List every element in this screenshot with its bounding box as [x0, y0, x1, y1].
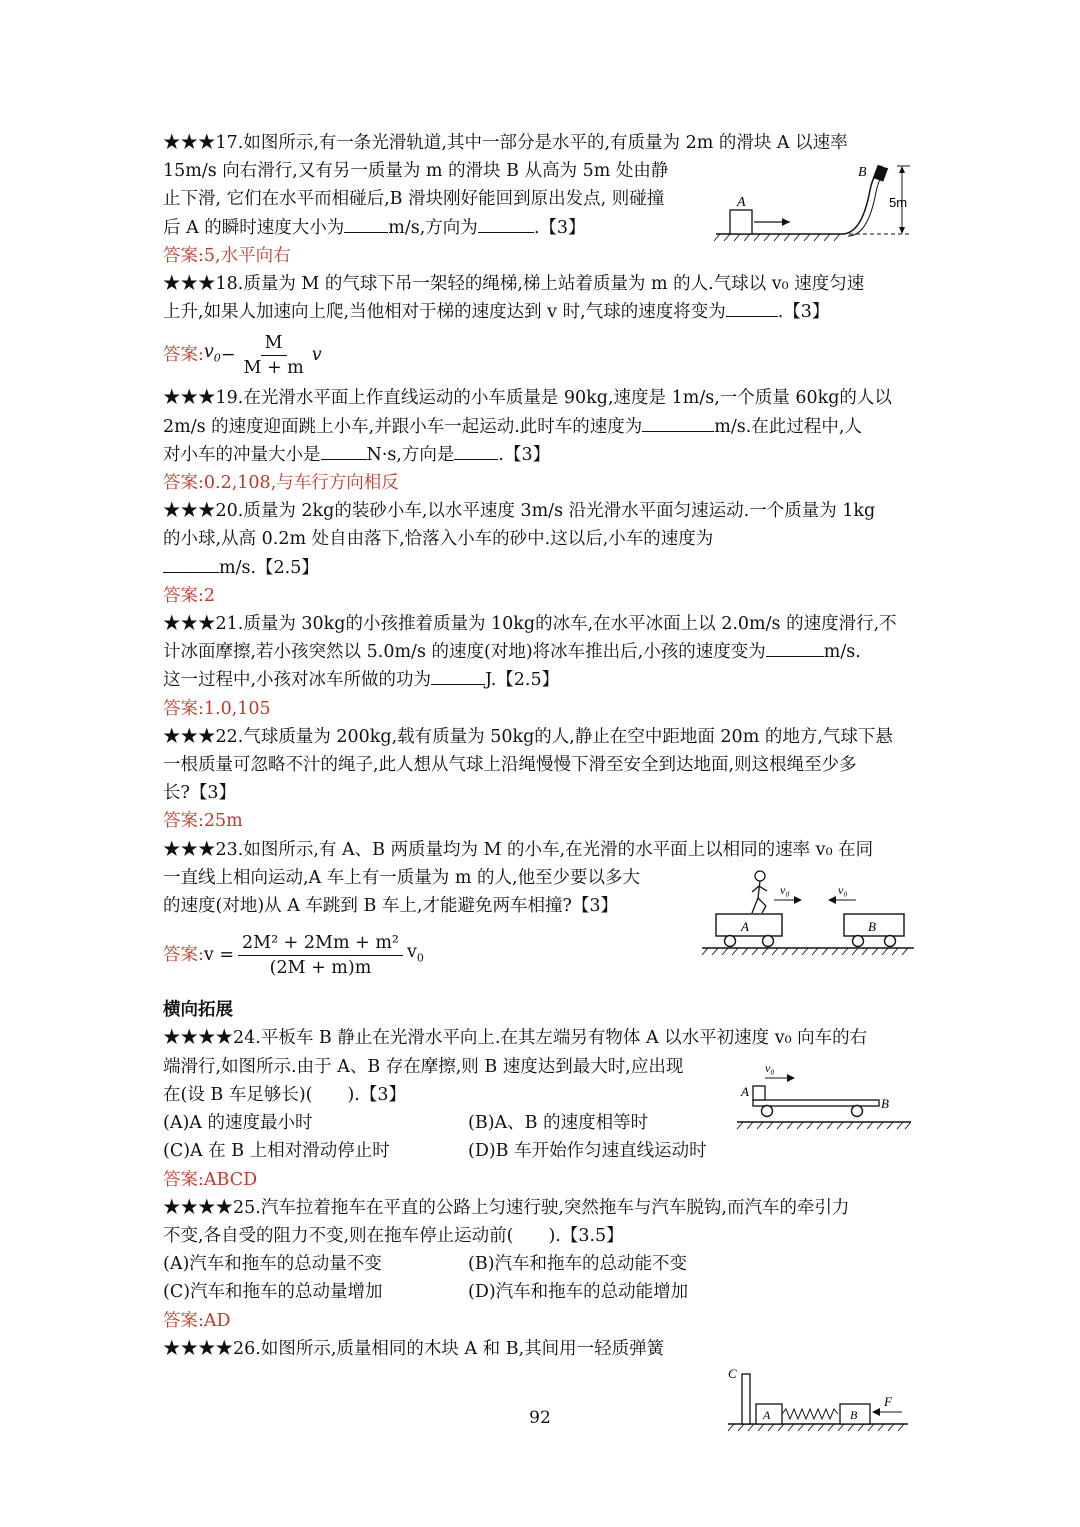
- q17-line1: ★★★17.如图所示,有一条光滑轨道,其中一部分是水平的,有质量为 2m 的滑块 A 以速率: [163, 133, 848, 153]
- answer-prefix: 答案:: [163, 345, 204, 366]
- fraction: [238, 931, 403, 980]
- blank: [726, 298, 778, 317]
- q24-line3: 在(设 B 车足够长)( ).【3】: [163, 1084, 406, 1105]
- q21-line3a: 这一过程中,小孩对冰车所做的功为: [163, 670, 432, 691]
- q17-line4a: 后 A 的瞬时速度大小为: [163, 217, 345, 238]
- formula-lhs: v =: [203, 945, 235, 966]
- q25-answer: 答案:AD: [163, 1310, 231, 1331]
- fig-label-b: B: [858, 165, 867, 180]
- q19-line3a: 对小车的冲量大小是: [163, 444, 321, 465]
- option-a: (A)A 的速度最小时: [163, 1113, 313, 1134]
- q19-line2: [163, 413, 919, 441]
- q25-options: [163, 1250, 919, 1306]
- figure-q24-flatcar: [735, 1060, 915, 1136]
- blank: [163, 554, 219, 573]
- q18-line2: [163, 298, 919, 326]
- blank: [478, 214, 534, 233]
- fig-label-f: F: [884, 1394, 892, 1409]
- q20-line3: [163, 554, 919, 582]
- formula-v0: [204, 338, 221, 373]
- figure-q23-carts: [700, 864, 916, 960]
- q21-answer: 答案:1.0,105: [163, 698, 271, 719]
- q22-line2: 一根质量可忽略不汁的绳子,此人想从气球上沿绳慢慢下滑至安全到达地面,则这根绳至少多: [163, 755, 857, 776]
- question-19: [163, 384, 919, 497]
- denominator: M + m: [243, 357, 304, 378]
- q17-line4b: m/s,方向为: [388, 217, 478, 238]
- answer-prefix: 答案:: [163, 945, 204, 966]
- blank: [766, 638, 824, 657]
- question-25: [163, 1194, 919, 1335]
- page-number: 92: [529, 1408, 551, 1428]
- q21-line3b: J.【2.5】: [485, 670, 560, 691]
- q20-answer: 答案:2: [163, 585, 216, 606]
- fig-label-b: B: [850, 1408, 858, 1422]
- question-21: [163, 610, 919, 723]
- question-18: [163, 270, 919, 384]
- q23-line1: ★★★23.如图所示,有 A、B 两质量均为 M 的小车,在光滑的水平面上以相同的速率 v₀ 在同: [163, 839, 874, 860]
- q18-answer: [163, 326, 919, 384]
- option-d: (D)B 车开始作匀速直线运动时: [468, 1141, 707, 1162]
- q25-line1: ★★★★25.汽车拉着拖车在平直的公路上匀速行驶,突然拖车与汽车脱钩,而汽车的牵引力: [163, 1197, 850, 1218]
- fig-label-b: B: [868, 919, 876, 934]
- question-26: [163, 1335, 919, 1363]
- q24-line1: ★★★★24.平板车 B 静止在光滑水平向上.在其左端另有物体 A 以水平初速度 v₀ 向车的右: [163, 1028, 868, 1049]
- q26-line1: ★★★★26.如图所示,质量相同的木块 A 和 B,其间用一轻质弹簧: [163, 1338, 665, 1359]
- fig-label-c: C: [728, 1366, 737, 1381]
- q21-line1: ★★★21.质量为 30kg的小孩推着质量为 10kg的冰车,在水平冰面上以 2.0m/s 的速度滑行,不: [163, 614, 897, 635]
- q21-line2b: m/s.: [823, 642, 861, 663]
- document-body: [163, 129, 919, 1363]
- q21-line3: [163, 666, 919, 694]
- q19-line2b: m/s.在此过程中,人: [714, 416, 862, 437]
- q22-line3: 长?【3】: [163, 783, 237, 804]
- figure-q17-track: [712, 160, 922, 242]
- fig-label-v1: v₀: [780, 883, 790, 897]
- q24-line2: 端滑行,如图所示.由于 A、B 存在摩擦,则 B 速度达到最大时,应出现: [163, 1056, 684, 1077]
- numerator: M: [261, 331, 287, 356]
- q18-line1: ★★★18.质量为 M 的气球下吊一架轻的绳梯,梯上站着质量为 m 的人.气球以 v₀ 速度匀速: [163, 274, 865, 295]
- question-22: [163, 723, 919, 836]
- subscript: 0: [416, 951, 424, 965]
- v-symbol: v: [311, 345, 322, 366]
- denominator: (2M + m)m: [269, 957, 372, 978]
- q22-answer: 答案:25m: [163, 811, 243, 832]
- option-a: (A)汽车和拖车的总动量不变: [163, 1254, 382, 1275]
- fig-label-a: A: [741, 919, 749, 934]
- q19-line1: ★★★19.在光滑水平面上作直线运动的小车质量是 90kg,速度是 1m/s,一个质量 60kg的人以: [163, 388, 892, 409]
- q19-line3b: N·s,方向是: [366, 444, 455, 465]
- q19-line3: [163, 441, 919, 469]
- q18-line2a: 上升,如果人加速向上爬,当他相对于梯的速度达到 v 时,气球的速度将变为: [163, 302, 726, 323]
- v-symbol: v: [203, 342, 214, 363]
- q18-line2b: .【3】: [777, 302, 830, 323]
- v-symbol: v: [406, 941, 417, 962]
- question-20: [163, 497, 919, 610]
- numerator: 2M² + 2Mm + m²: [238, 931, 403, 956]
- q21-line2a: 计冰面摩擦,若小孩突然以 5.0m/s 的速度(对地)将冰车推出后,小孩的速度变为: [163, 642, 766, 663]
- q22-line1: ★★★22.气球质量为 200kg,载有质量为 50kg的人,静止在空中距地面 20m 的地方,气球下悬: [163, 726, 893, 747]
- q20-line1: ★★★20.质量为 2kg的装砂小车,以水平速度 3m/s 沿光滑水平面匀速运动.一个质量为 1kg: [163, 501, 876, 522]
- blank: [344, 214, 388, 233]
- option-b: (B)汽车和拖车的总动能不变: [468, 1254, 688, 1275]
- blank: [454, 441, 498, 460]
- section-title: 横向拓展: [163, 1000, 233, 1021]
- fig-label-height: 5m: [889, 195, 908, 210]
- q19-answer: 答案:0.2,108,与车行方向相反: [163, 473, 399, 494]
- q25-line2: 不变,各自受的阻力不变,则在拖车停止运动前( ).【3.5】: [163, 1225, 624, 1246]
- q17-line2: 15m/s 向右滑行,又有另一质量为 m 的滑块 B 从高为 5m 处由静: [163, 161, 669, 182]
- fig-label-v2: v₀: [838, 883, 848, 897]
- fig-label-a: A: [737, 195, 746, 210]
- q19-line2a: 2m/s 的速度迎面跳上小车,并跟小车一起运动.此时车的速度为: [163, 416, 643, 437]
- subscript: 0: [213, 351, 221, 365]
- option-d: (D)汽车和拖车的总动能增加: [468, 1282, 689, 1303]
- q23-line3: 的速度(对地)从 A 车跳到 B 车上,才能避免两车相撞?【3】: [163, 896, 618, 917]
- minus-sign: −: [220, 345, 236, 366]
- blank: [321, 441, 367, 460]
- q17-line4c: .【3】: [533, 217, 586, 238]
- option-c: (C)汽车和拖车的总动量增加: [163, 1282, 383, 1303]
- q20-line3-text: m/s.【2.5】: [219, 557, 319, 578]
- blank: [642, 413, 714, 432]
- q20-line2: 的小球,从高 0.2m 处自由落下,恰落入小车的砂中.这以后,小车的速度为: [163, 529, 714, 550]
- formula-v0: [407, 938, 424, 973]
- q24-answer: 答案:ABCD: [163, 1169, 258, 1190]
- q17-line3: 止下滑, 它们在水平而相碰后,B 滑块刚好能回到原出发点, 则碰撞: [163, 189, 665, 210]
- q23-line2: 一直线上相向运动,A 车上有一质量为 m 的人,他至少要以多大: [163, 867, 641, 888]
- fig-label-a: A: [741, 1084, 749, 1099]
- option-b: (B)A、B 的速度相等时: [468, 1113, 649, 1134]
- q21-line2: [163, 638, 919, 666]
- option-c: (C)A 在 B 上相对滑动停止时: [163, 1141, 390, 1162]
- fig-label-b: B: [881, 1096, 889, 1111]
- fig-label-v: v₀: [765, 1061, 775, 1075]
- fig-label-a: A: [763, 1408, 771, 1422]
- q19-line3c: .【3】: [498, 444, 551, 465]
- fraction: [239, 331, 307, 380]
- blank: [431, 666, 485, 685]
- q17-answer: 答案:5,水平向右: [163, 245, 291, 266]
